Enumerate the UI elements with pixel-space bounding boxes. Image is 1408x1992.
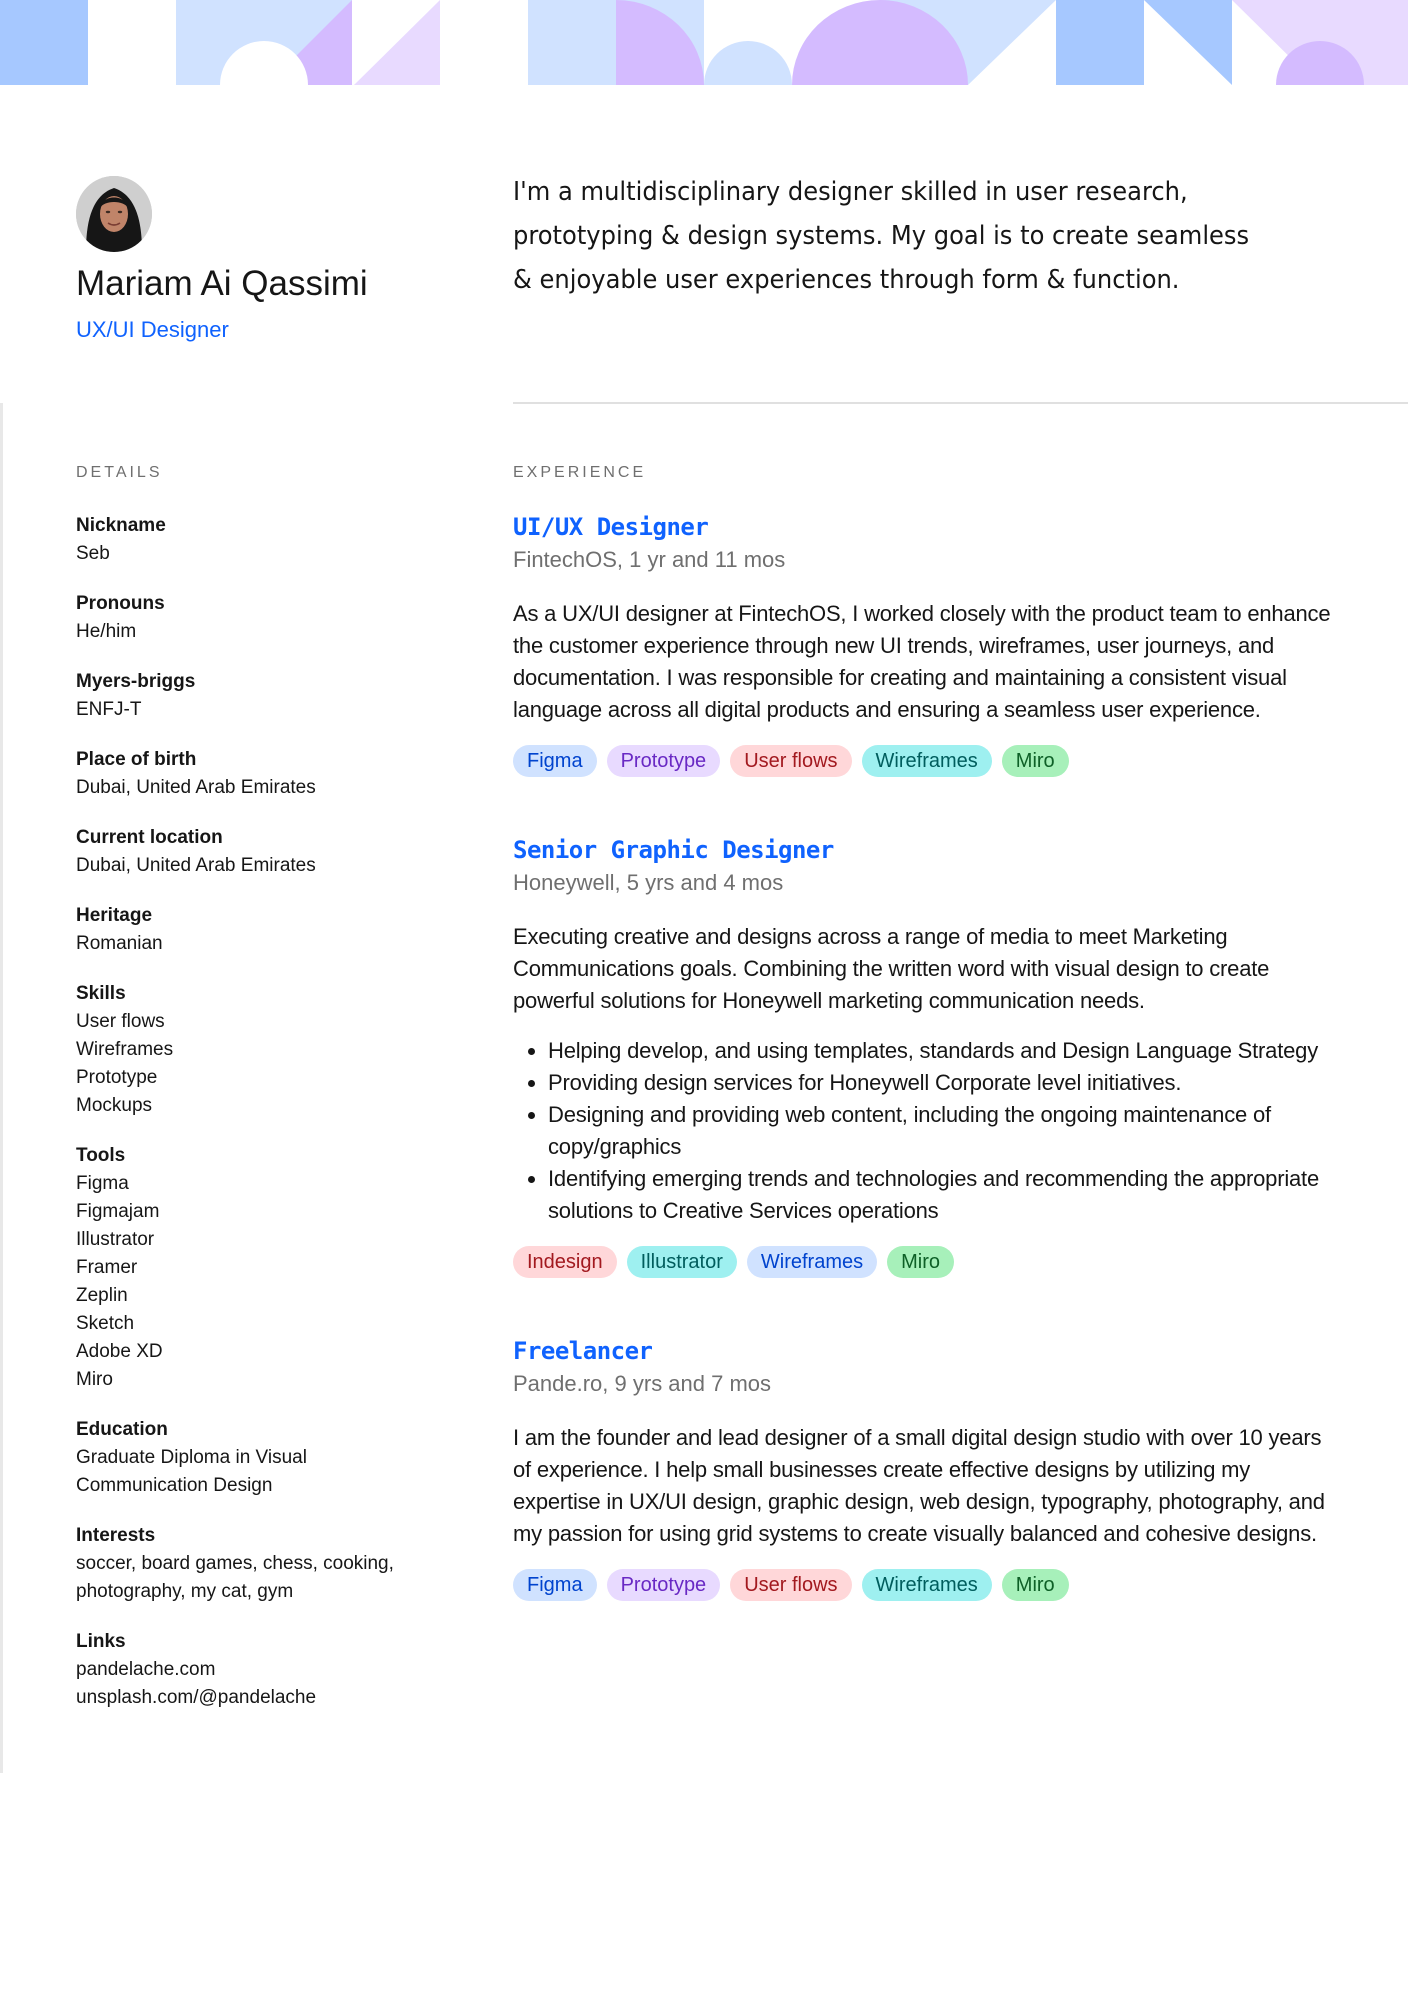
job-description: I am the founder and lead designer of a small digital design studio with over 10 years of experience. I help small businesses create effective designs by utilizing my expertise in UX/UI design, graphic design, web design, typography, photography, and my passion for using grid systems to create visually balanced and cohesive designs. [513, 1425, 1325, 1546]
details-heading: DETAILS [76, 464, 163, 481]
detail-label: Tools [76, 1145, 126, 1166]
job-bullet-item: • Identifying emerging trends and technologies and recommending the appropriate solutions to Creative Services operations [548, 1163, 1333, 1227]
job-entry [513, 835, 1333, 1278]
detail-label: Skills [76, 983, 126, 1004]
detail-value: Framer [76, 1257, 138, 1278]
job-entry [513, 1336, 1333, 1601]
link-item[interactable]: unsplash.com/@pandelache [76, 1687, 317, 1708]
detail-value: Figma [76, 1173, 129, 1194]
skill-tags [513, 1569, 1333, 1601]
detail-group [76, 668, 456, 724]
detail-value: Dubai, United Arab Emirates [76, 777, 316, 798]
detail-label: Nickname [76, 515, 166, 536]
detail-value: Prototype [76, 1067, 158, 1088]
detail-group [76, 1628, 456, 1712]
job-bullet-item: • Providing design services for Honeywell Corporate level initiatives. [548, 1067, 1333, 1099]
banner-block [1056, 0, 1144, 85]
detail-value: ENFJ-T [76, 699, 142, 720]
detail-group [76, 1142, 456, 1394]
job-description: Executing creative and designs across a range of media to meet Marketing Communications goals. Combining the written word with visual design to create powerful solutions for Honeywell marketing communication needs. [513, 924, 1270, 1013]
skill-tag: Illustrator [627, 1246, 737, 1278]
decorative-banner [0, 0, 1408, 85]
header-divider [513, 402, 1408, 404]
detail-value: He/him [76, 621, 137, 642]
job-company-duration: Honeywell, 5 yrs and 4 mos [513, 870, 784, 895]
job-title: Senior Graphic Designer [513, 836, 834, 864]
detail-value: Zeplin [76, 1285, 128, 1306]
job-company-duration: FintechOS, 1 yr and 11 mos [513, 547, 786, 572]
detail-group [76, 1522, 456, 1606]
detail-label: Myers-briggs [76, 671, 196, 692]
detail-label: Heritage [76, 905, 153, 926]
job-title: UI/UX Designer [513, 513, 709, 541]
skill-tag: Miro [1002, 745, 1069, 777]
skill-tag: Miro [887, 1246, 954, 1278]
detail-value: Seb [76, 543, 110, 564]
skill-tag: User flows [730, 1569, 851, 1601]
job-description: As a UX/UI designer at FintechOS, I worked closely with the product team to enhance the customer experience through new UI trends, wireframes, user journeys, and documentation. I was responsible for creating and maintaining a consistent visual language across all digital products and ensuring a seamless user experience. [513, 601, 1331, 722]
skill-tag: Figma [513, 745, 597, 777]
detail-value: Mockups [76, 1095, 153, 1116]
banner-block [0, 0, 88, 85]
detail-label: Current location [76, 827, 223, 848]
detail-label: Pronouns [76, 593, 165, 614]
detail-group [76, 902, 456, 958]
bio-summary: I'm a multidisciplinary designer skilled in user research, prototyping & design systems. My goal is to create seamless & enjoyable user experiences through form & function. [513, 177, 1250, 295]
detail-value: soccer, board games, chess, cooking, [76, 1553, 394, 1574]
profile-photo-icon [76, 176, 152, 252]
detail-group [76, 980, 456, 1120]
detail-group [76, 824, 456, 880]
detail-value: Communication Design [76, 1475, 273, 1496]
detail-group [76, 590, 456, 646]
detail-value: Adobe XD [76, 1341, 163, 1362]
skill-tags [513, 745, 1333, 777]
detail-value: Wireframes [76, 1039, 174, 1060]
sidebar-rule [0, 403, 3, 1773]
details-section [76, 463, 456, 1734]
skill-tag: Miro [1002, 1569, 1069, 1601]
candidate-role: UX/UI Designer [76, 317, 229, 342]
detail-value: Miro [76, 1369, 113, 1390]
experience-heading: EXPERIENCE [513, 464, 647, 481]
link-item[interactable]: pandelache.com [76, 1659, 216, 1680]
detail-group [76, 746, 456, 802]
job-company-duration: Pande.ro, 9 yrs and 7 mos [513, 1371, 772, 1396]
banner-semicircle [704, 41, 792, 85]
skill-tags [513, 1246, 1333, 1278]
detail-value: Graduate Diploma in Visual [76, 1447, 307, 1468]
job-bullet-list [513, 1035, 1333, 1227]
detail-value: Romanian [76, 933, 163, 954]
job-bullet-item: • Helping develop, and using templates, standards and Design Language Strategy [548, 1035, 1333, 1067]
skill-tag: Figma [513, 1569, 597, 1601]
detail-value: Figmajam [76, 1201, 160, 1222]
skill-tag: Wireframes [862, 1569, 992, 1601]
detail-value: Illustrator [76, 1229, 155, 1250]
job-title: Freelancer [513, 1337, 653, 1365]
detail-label: Interests [76, 1525, 156, 1546]
detail-label: Education [76, 1419, 168, 1440]
banner-triangle [1144, 0, 1232, 85]
banner-triangle [354, 0, 440, 85]
detail-group [76, 1416, 456, 1500]
job-bullet-item: • Designing and providing web content, including the ongoing maintenance of copy/graphics [548, 1099, 1333, 1163]
candidate-name: Mariam Ai Qassimi [76, 264, 368, 303]
detail-label: Links [76, 1631, 126, 1652]
detail-value: User flows [76, 1011, 165, 1032]
skill-tag: Indesign [513, 1246, 617, 1278]
skill-tag: Wireframes [747, 1246, 877, 1278]
detail-value: Dubai, United Arab Emirates [76, 855, 316, 876]
banner-shapes-icon [0, 0, 1408, 85]
skill-tag: Prototype [607, 745, 721, 777]
detail-group [76, 512, 456, 568]
detail-value: photography, my cat, gym [76, 1581, 294, 1602]
skill-tag: Wireframes [862, 745, 992, 777]
job-entry [513, 512, 1333, 777]
job-list [513, 512, 1333, 1601]
avatar [76, 176, 152, 252]
experience-section [513, 463, 1333, 1673]
skill-tag: Prototype [607, 1569, 721, 1601]
detail-label: Place of birth [76, 749, 197, 770]
details-list [76, 512, 456, 1712]
detail-value: Sketch [76, 1313, 135, 1334]
skill-tag: User flows [730, 745, 851, 777]
